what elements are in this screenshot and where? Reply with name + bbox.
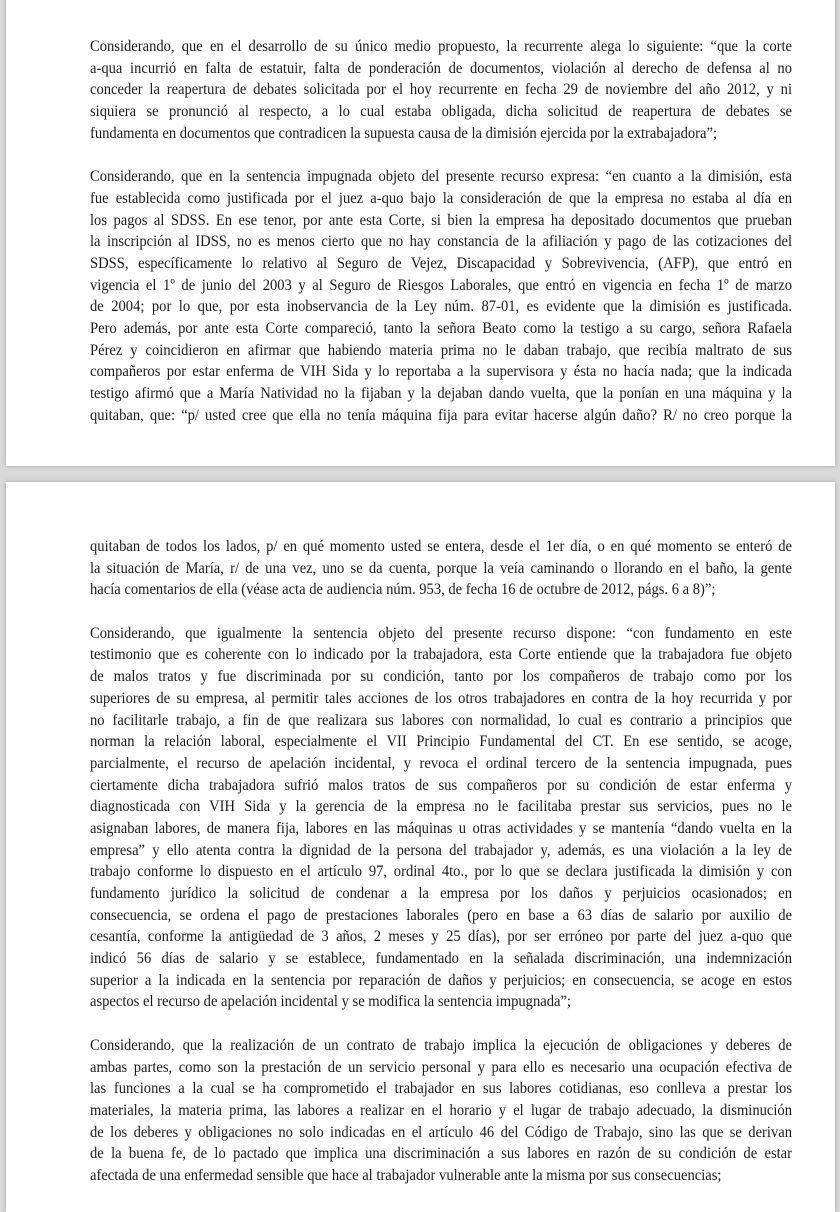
paragraph — [90, 1035, 792, 1187]
text-line: empresa” y ello atenta contra la dignidad de la persona del trabajador y, además, es una violación a la ley de — [90, 840, 792, 859]
text-line: las funciones a la cual se ha comprometido el trabajador en sus labores cotidianas, eso conlleva a prestar los — [90, 1079, 792, 1098]
text-line: afectada de una enfermedad sensible que hace al trabajador vulnerable ante la misma por sus consecuencias; — [90, 1165, 722, 1184]
text-line: fundamento jurídico la solicitud de condenar a la empresa por los daños y perjuicios ocasionados; en — [90, 884, 792, 902]
text-line: quitaban, que: “p/ usted cree que ella no tenía máquina fija para evitar hacerse algún daño? R/ no creo porque la — [90, 405, 792, 424]
text-line: consecuencia, se ordena el pago de prestaciones laborales (pero en base a 63 días de salario por auxilio de — [90, 905, 792, 924]
text-line: norman la relación laboral, especialmente el VII Principio Fundamental del CT. En ese sentido, se acoge, — [90, 732, 792, 751]
text-line: testigo afirmó que a María Natividad no la fijaban y la dejaban dando vuelta, que la ponían en una máquina y la — [90, 384, 792, 402]
text-line: a-qua incurrió en falta de estatuir, falta de ponderación de documentos, violación al derecho de defensa al no — [90, 58, 792, 77]
text-line: de la buena fe, de lo pactado que implica una discriminación a sus labores en razón de su condición de estar — [90, 1144, 792, 1163]
text-line: indicó 56 días de salario y se establece, fundamentado en la señalada discriminación, una indemnización — [90, 949, 792, 968]
text-line: conceder la reapertura de debates solicitada por el hoy recurrente en fecha 29 de noviembre del año 2012, y ni — [90, 80, 792, 99]
text-line: de malos tratos y fue discriminada por su condición, tanto por los compañeros de trabajo como por los — [90, 667, 792, 686]
text-line: testimonio que es coherente con lo indicado por la trabajadora, esta Corte entiende que la trabajadora fue objeto — [90, 645, 792, 664]
text-line: de 2004; por lo que, por esta inobservancia de la Ley núm. 87-01, es evidente que la dimisión es justificada. — [90, 297, 792, 316]
text-line: SDSS, específicamente lo relativo al Seguro de Vejez, Discapacidad y Sobrevivencia, (AFP), que entró en — [90, 253, 792, 272]
text-line: superiores de su empresa, al permitir tales acciones de los otros trabajadores en contra de la hoy recurrida y por — [90, 688, 792, 707]
text-line: asignaban labores, de manera fija, labores en las máquinas u otras actividades y se mantenía “dando vuelta en la — [90, 818, 792, 837]
text-line: cesantía, conforme la antigüedad de 3 años, 2 meses y 25 días), por ser erróneo por parte del juez a-quo que — [90, 927, 792, 946]
text-line: superior a la indicada en la sentencia por reparación de daños y perjuicios; en consecuencia, se acoge en estos — [90, 970, 792, 989]
text-line: trabajo conforme lo dispuesto en el artículo 97, ordinal 4to., por lo que se declara justificada la dimisión y con — [90, 862, 792, 881]
paragraph — [90, 166, 792, 426]
text-line: Pérez y coincidieron en afirmar que habiendo materia prima no le daban trabajo, que recibía maltrato de sus — [90, 340, 792, 359]
text-line: aspectos el recurso de apelación incidental y se modifica la sentencia impugnada”; — [90, 992, 571, 1011]
text-line: fundamenta en documentos que contradicen la supuesta causa de la dimisión ejercida por la extrabajadora”; — [90, 123, 718, 142]
text-line: Considerando, que igualmente la sentencia objeto del presente recurso dispone: “con fundamento en este — [90, 623, 792, 642]
text-line: hacía comentarios de ella (véase acta de audiencia núm. 953, de fecha 16 de octubre de 2012, págs. 6 a 8)”; — [90, 580, 716, 599]
text-line: ciertamente dicha trabajadora sufrió malos tratos de sus compañeros por su condición de estar enferma y — [90, 775, 792, 794]
text-line: fue establecida como justificada por el juez a-quo bajo la consideración de que la empresa no estaba al día en — [90, 188, 792, 207]
page-body — [90, 536, 792, 1208]
document-page-1 — [6, 0, 835, 466]
text-line: los pagos al SDSS. En ese tenor, por ante esta Corte, si bien la empresa ha depositado documentos que prueban — [90, 210, 792, 229]
text-line: la inscripción al IDSS, no es menos cierto que no hay constancia de la afiliación y pago de las cotizaciones del — [90, 232, 792, 251]
text-line: parcialmente, el recurso de apelación incidental, y revoca el ordinal tercero de la sentencia impugnada, pues — [90, 753, 792, 772]
text-line: diagnosticada con VIH Sida y la gerencia de la empresa no le facilitaba prestar sus servicios, pues no le — [90, 797, 792, 816]
document-page-2 — [6, 482, 835, 1212]
text-line: Considerando, que en el desarrollo de su único medio propuesto, la recurrente alega lo siguiente: “que la corte — [90, 37, 792, 55]
text-line: quitaban de todos los lados, p/ en qué momento usted se entera, desde el 1er día, o en qué momento se enteró de — [90, 537, 792, 555]
text-line: la situación de María, r/ de una vez, uno se da cuenta, porque la veía caminando o llorando en el baño, la gente — [90, 558, 792, 577]
text-line: ambas partes, como son la prestación de un servicio personal y para ello es necesario una ocupación efectiva de — [90, 1057, 792, 1076]
text-line: Pero además, por ante esta Corte compareció, tanto la señora Beato como la testigo a su cargo, señora Rafaela — [90, 318, 792, 337]
paragraph — [90, 36, 792, 144]
text-line: compañeros por estar enferma de VIH Sida y lo reportaba a la supervisora y ésta no hacía nada; que la indicada — [90, 362, 792, 381]
text-line: vigencia el 1º de junio del 2003 y al Seguro de Riesgos Laborales, que entró en vigencia en fecha 1º de marzo — [90, 275, 792, 294]
text-line: de los deberes y obligaciones no solo indicadas en el artículo 46 del Código de Trabajo, sino las que se derivan — [90, 1122, 792, 1141]
paragraph — [90, 536, 792, 601]
text-line: Considerando, que la realización de un contrato de trabajo implica la ejecución de obligaciones y deberes de — [90, 1035, 792, 1054]
text-line: no facilitarle trabajo, a fin de que realizara sus labores con normalidad, lo cual es contrario a principios que — [90, 710, 792, 729]
text-line: siquiera se pronunció al respecto, a lo cual estaba obligada, dicha solicitud de reapertura de debates se — [90, 102, 792, 121]
text-line: materiales, la materia prima, las labores a realizar en el horario y el lugar de trabajo adecuado, la disminución — [90, 1100, 792, 1119]
paragraph — [90, 623, 792, 1013]
page-body — [90, 36, 792, 448]
text-line: Considerando, que en la sentencia impugnada objeto del presente recurso expresa: “en cuanto a la dimisión, esta — [90, 167, 792, 186]
